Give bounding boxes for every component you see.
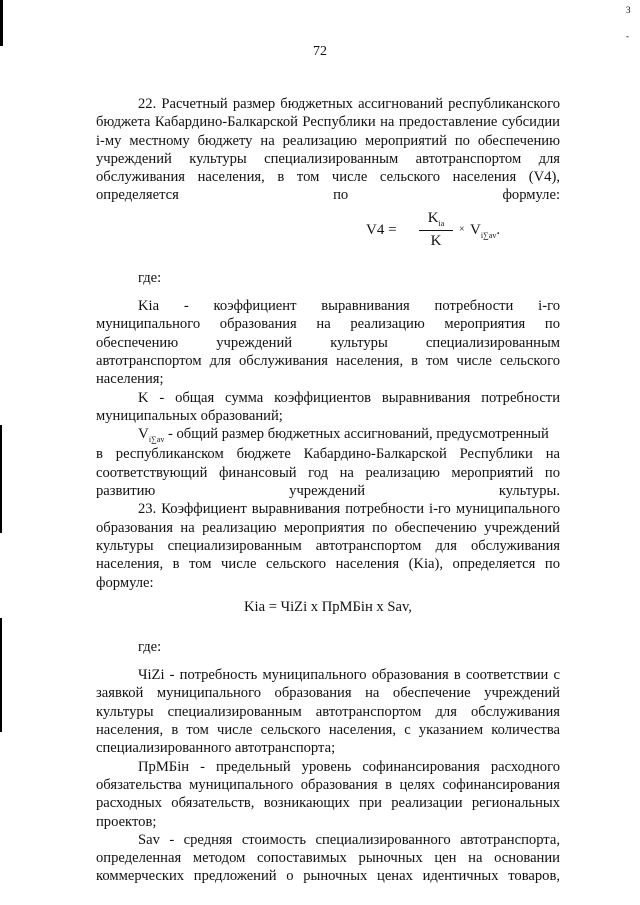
fraction-numerator-sub: ia (438, 218, 445, 228)
scan-edge-line-top (0, 0, 3, 46)
document-body (96, 95, 560, 886)
where-label-2: где: (138, 638, 162, 655)
definition-k: K - общая сумма коэффициентов выравнивания потребности муниципальных образований; (96, 389, 560, 424)
corner-mark-mid: - (626, 31, 629, 41)
formula-multiply: × (459, 223, 465, 235)
definition-chizi: ЧiZi - потребность муниципального образования в соответствии с заявкой муниципального образования на обеспечение учреждений культуры специализированным автотранспортом для обслуживания населения, в том числе сельского населения, с указанием количества специализированного автотранспорта; (96, 667, 560, 757)
definition-v: $V_{i\sum av}$ - общий размер бюджетных ассигнований, предусмотренный (138, 426, 549, 445)
page-number: 72 (313, 44, 327, 59)
paragraph-22: 22. Расчетный размер бюджетных ассигнований республиканского бюджета Кабардино-Балкарской Республики на предоставление субсидии i-му местному бюджету на реализацию мероприятий по обеспечению учреждений культуры специализированным автотранспортом для обслуживания населения, в том числе сельского населения (V4), определяется по формуле: (96, 96, 560, 204)
definition-prmbin: ПрМБiн - предельный уровень софинансирования расходного обязательства муниципального образования в целях софинансирования расходных обязательств, возникающих при реализации региональных проектов; (96, 758, 560, 830)
scan-edge-line-bottom (0, 618, 2, 732)
formula-fraction (419, 209, 453, 251)
definition-v-continuation: в республиканском бюджете Кабардино-Балкарской Республики на соответствующий финансовый год на реализацию мероприятий по развитию учреждений культуры. (96, 446, 560, 500)
fraction-numerator: K (427, 209, 439, 226)
paragraph-23: 23. Коэффициент выравнивания потребности i-го муниципального образования на реализацию мероприятия по обеспечению учреждений культуры специализированным автотранспортом для обслуживания населения, в том числе сельского населения (Kia), определяется по формуле: (96, 501, 560, 591)
formula-kia: Kia = ЧiZi x ПрМБiн x Sav, (244, 598, 412, 615)
definition-kia: Kia - коэффициент выравнивания потребности i-го муниципального образования на реализацию мероприятия по обеспечению учреждений культуры специализированным автотранспортом для обслуживания населения, в том числе сельского населения; (96, 298, 560, 388)
fraction-denominator: K (430, 233, 442, 250)
definition-sav: Sav - средняя стоимость специализированного автотранспорта, определенная методом сопоставимых рыночных цен на основании коммерческих предложений о рыночных ценах идентичных товаров, (96, 831, 560, 885)
scan-edge-line-middle (0, 425, 2, 533)
formula-v4 (96, 205, 560, 269)
formula-lhs: V4 = (366, 221, 397, 238)
formula-rhs: $V_{i\sum av}$. (470, 221, 501, 240)
corner-mark-top: 3 (626, 5, 631, 15)
where-label: где: (138, 269, 162, 286)
